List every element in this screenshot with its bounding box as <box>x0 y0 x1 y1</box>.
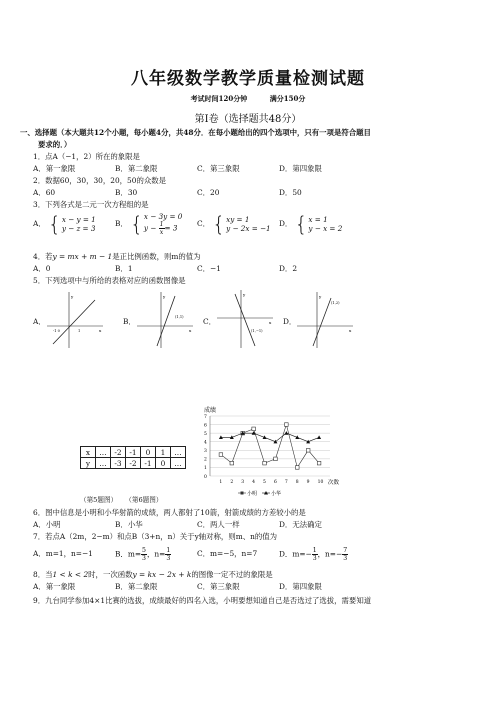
q2-options <box>33 188 473 198</box>
svg-text:y: y <box>71 294 74 299</box>
table-cell: … <box>171 447 186 458</box>
table-cell: -1 <box>126 447 141 458</box>
q3-label-c: C． <box>197 219 211 228</box>
table-cell: … <box>171 458 186 469</box>
q3-label-d: D． <box>279 219 293 228</box>
table-cell: x <box>81 447 96 458</box>
q1-stem: 1．点A（−1，2）所在的象限是 <box>33 152 140 161</box>
chart-ytick: 1 <box>204 466 207 472</box>
q5-graph-options <box>33 288 473 348</box>
q8-expression: y = kx − 2x + k <box>132 570 192 579</box>
q4-option-c: C．−1 <box>197 264 221 273</box>
q8-option-d: D．第四象限 <box>279 582 322 591</box>
q3-a-eq1: x − y = 1 <box>61 215 96 224</box>
q1-option-b: B．第二象限 <box>115 164 158 173</box>
q3-stem: 3．下列各式是二元一次方程组的是 <box>33 200 149 209</box>
table-row <box>81 447 186 458</box>
chart-xtick: 1 <box>219 480 223 485</box>
chart-title: 成绩 <box>204 407 217 414</box>
chart-xtick: 7 <box>284 480 288 485</box>
table-cell: -3 <box>111 458 126 469</box>
table-cell: … <box>96 458 111 469</box>
q2-stem: 2．数据60，30，30，20，50的众数是 <box>33 176 167 185</box>
q5-label-d: D． <box>283 317 297 326</box>
q3-option-a: A． { x − y = 1 y − z = 3 <box>33 212 96 236</box>
chart-point-xiaoming <box>274 457 278 461</box>
caption-q5: （第5题图） <box>80 496 118 504</box>
q3-label-a: A． <box>33 219 46 228</box>
chart-xtick: 6 <box>273 480 277 485</box>
chart-xtick: 10 <box>317 480 324 485</box>
q6-option-a: A．小明 <box>33 520 61 529</box>
chart-ytick: 3 <box>204 449 207 455</box>
q5-label-c: C． <box>203 317 217 326</box>
q8-option-a: A．第一象限 <box>33 582 76 591</box>
chart-ytick: 0 <box>204 474 207 480</box>
chart-point-xiaohua <box>317 435 321 439</box>
table-cell: -2 <box>111 447 126 458</box>
q7-stem: 7．若点A（2m，2−m）和点B（3+n，n）关于y轴对称，则m、n的值为 <box>33 532 278 541</box>
q5-label-a: A． <box>33 317 46 326</box>
q8-option-c: C．第三象限 <box>197 582 240 591</box>
q6-option-c: C．两人一样 <box>197 520 240 529</box>
q6-option-b: B．小华 <box>115 520 143 529</box>
q4-expression: y = mx + m − 1 <box>52 252 113 261</box>
q7-option-d: D．m=− $\frac{1}{3}$ ，n=− $\frac{7}{3}$ <box>279 546 348 562</box>
q3-b-eq2: y − $\frac{1}{x}$ = 3 <box>143 221 178 236</box>
q7-option-b: B．m= $\frac{5}{3}$ ，n= $\frac{1}{3}$ <box>115 546 171 562</box>
q5-graph-c <box>215 288 275 350</box>
chart-point-xiaoming <box>306 448 310 452</box>
chart-point-xiaoming <box>252 427 256 431</box>
chart-point-xiaoming <box>230 461 234 465</box>
chart-series-line <box>221 425 319 468</box>
q1-option-c: C．第三象限 <box>197 164 240 173</box>
q6-score-chart <box>200 404 350 500</box>
q8-option-b: B．第二象限 <box>115 582 158 591</box>
chart-xtick: 9 <box>306 480 310 485</box>
q3-label-b: B． <box>115 219 128 228</box>
q7-option-c: C．m=−5，n=7 <box>197 549 258 558</box>
q4-stem: 4．若y = mx + m − 1是正比例函数，则m的值为 <box>33 252 201 261</box>
q3-d-eq2: y − x = 2 <box>308 224 343 233</box>
svg-text:y: y <box>319 294 322 299</box>
svg-text:y: y <box>163 294 166 299</box>
table-cell: 0 <box>141 447 156 458</box>
q3-option-c: C． { xy = 1 y − 2x = −1 <box>197 212 271 236</box>
q6-stem: 6．图中信息是小明和小华射箭的成绩，两人都射了10箭，射箭成绩的方差较小的是 <box>33 508 306 517</box>
table-cell: -2 <box>126 458 141 469</box>
q3-option-d: D． { x = 1 y − x = 2 <box>279 212 343 236</box>
q5-stem: 5．下列选项中与所给的表格对应的函数图像是 <box>33 276 186 285</box>
q2-option-d: D．50 <box>279 188 302 197</box>
chart-point-xiaoming <box>263 461 267 465</box>
q5-graph-d <box>295 288 355 350</box>
q8-options <box>33 582 473 592</box>
figure-captions <box>80 494 168 504</box>
chart-point-xiaoming <box>317 461 321 465</box>
q3-options <box>33 212 473 236</box>
chart-ytick: 5 <box>204 431 207 437</box>
q5-point-c: (1,−1) <box>251 329 263 333</box>
chart-legend <box>238 490 281 497</box>
q1-option-a: A．第一象限 <box>33 164 76 173</box>
q6-option-d: D．无法确定 <box>279 520 322 529</box>
table-cell: 0 <box>156 458 171 469</box>
chart-point-xiaoming <box>285 423 289 427</box>
chart-ytick: 4 <box>204 440 207 446</box>
instruction-line-2: 要求的．） <box>38 140 72 149</box>
table-cell: 1 <box>156 447 171 458</box>
q2-option-b: B．30 <box>115 188 138 197</box>
chart-xlabel: 次数 <box>328 480 340 486</box>
svg-text:y: y <box>243 292 246 297</box>
q3-d-eq1: x = 1 <box>308 215 328 224</box>
q6-options <box>33 520 473 530</box>
svg-text:1: 1 <box>78 329 81 333</box>
q3-option-b: B． { x − 3y = 0 y − $\frac{1}{x}$ = 3 <box>115 212 183 236</box>
chart-xtick: 2 <box>230 480 234 485</box>
q3-b-eq1: x − 3y = 0 <box>143 212 183 221</box>
legend-xiaoming: 小明 <box>247 491 258 497</box>
q1-options <box>33 164 473 174</box>
q4-option-b: B．1 <box>115 264 133 273</box>
chart-point-xiaohua <box>295 435 299 439</box>
q3-a-eq2: y − z = 3 <box>61 224 96 233</box>
q4-options <box>33 264 473 274</box>
q1-option-d: D．第四象限 <box>279 164 322 173</box>
q5-label-b: B． <box>123 317 136 326</box>
chart-ytick: 6 <box>204 423 207 429</box>
caption-q6: （第6题图） <box>125 496 163 504</box>
q7-options <box>33 546 473 562</box>
table-row <box>81 458 186 469</box>
q4-option-d: D．2 <box>279 264 298 273</box>
chart-xtick: 5 <box>263 480 266 485</box>
exam-time: 考试时间120分钟 <box>190 94 248 103</box>
chart-point-xiaoming <box>295 466 299 470</box>
table-cell: … <box>96 447 111 458</box>
q2-option-a: A．60 <box>33 188 56 197</box>
chart-point-xiaoming <box>219 453 223 457</box>
svg-text:x: x <box>349 328 352 333</box>
q8-condition: 1 < k < 2 <box>52 570 89 579</box>
q3-c-eq1: xy = 1 <box>226 215 250 224</box>
q4-option-a: A．0 <box>33 264 51 273</box>
q5-point-d: (1,2) <box>331 301 340 305</box>
chart-xtick: 4 <box>252 480 256 485</box>
exam-title: 八年级数学教学质量检测试题 <box>131 69 365 89</box>
svg-text:x: x <box>99 328 102 333</box>
q9-stem: 9．九台同学参加4×1比赛的选拔，成绩最好的四名入选，小明要想知道自己是否选过了选拔，需要知道 <box>33 596 372 605</box>
chart-point-xiaohua <box>306 440 310 444</box>
q2-option-c: C．20 <box>197 188 220 197</box>
chart-xtick: 8 <box>295 480 299 485</box>
svg-text:-1 0: -1 0 <box>53 329 60 333</box>
legend-xiaohua: 小华 <box>271 491 282 497</box>
chart-series-line <box>221 433 319 442</box>
q5-graph-b <box>135 288 195 350</box>
q5-point-b: (1,1) <box>175 315 184 319</box>
q5-graph-a <box>45 288 105 350</box>
chart-point-xiaohua <box>263 435 267 439</box>
q5-value-table <box>80 446 186 469</box>
chart-xtick: 3 <box>241 480 245 485</box>
chart-ytick: 7 <box>204 414 207 420</box>
chart-ytick: 2 <box>204 457 207 463</box>
exam-meta <box>0 94 496 104</box>
table-cell: -1 <box>141 458 156 469</box>
section-heading: 第Ⅰ卷（选择题共48分） <box>194 114 302 125</box>
table-cell: y <box>81 458 96 469</box>
exam-score: 满分150分 <box>269 94 306 103</box>
svg-text:x: x <box>189 328 192 333</box>
instruction-line-1: 一、选择题（本大题共12个小题，每小题4分，共48分．在每小题给出的四个选项中，只有一项是符合题目 <box>20 128 371 137</box>
q7-option-a: A．m=1，n=−1 <box>33 549 93 558</box>
svg-text:x: x <box>269 320 272 325</box>
q3-c-eq2: y − 2x = −1 <box>226 224 271 233</box>
q8-stem: 8．当1 < k < 2时，一次函数y = kx − 2x + k的图像一定不过的象限是 <box>33 570 273 579</box>
